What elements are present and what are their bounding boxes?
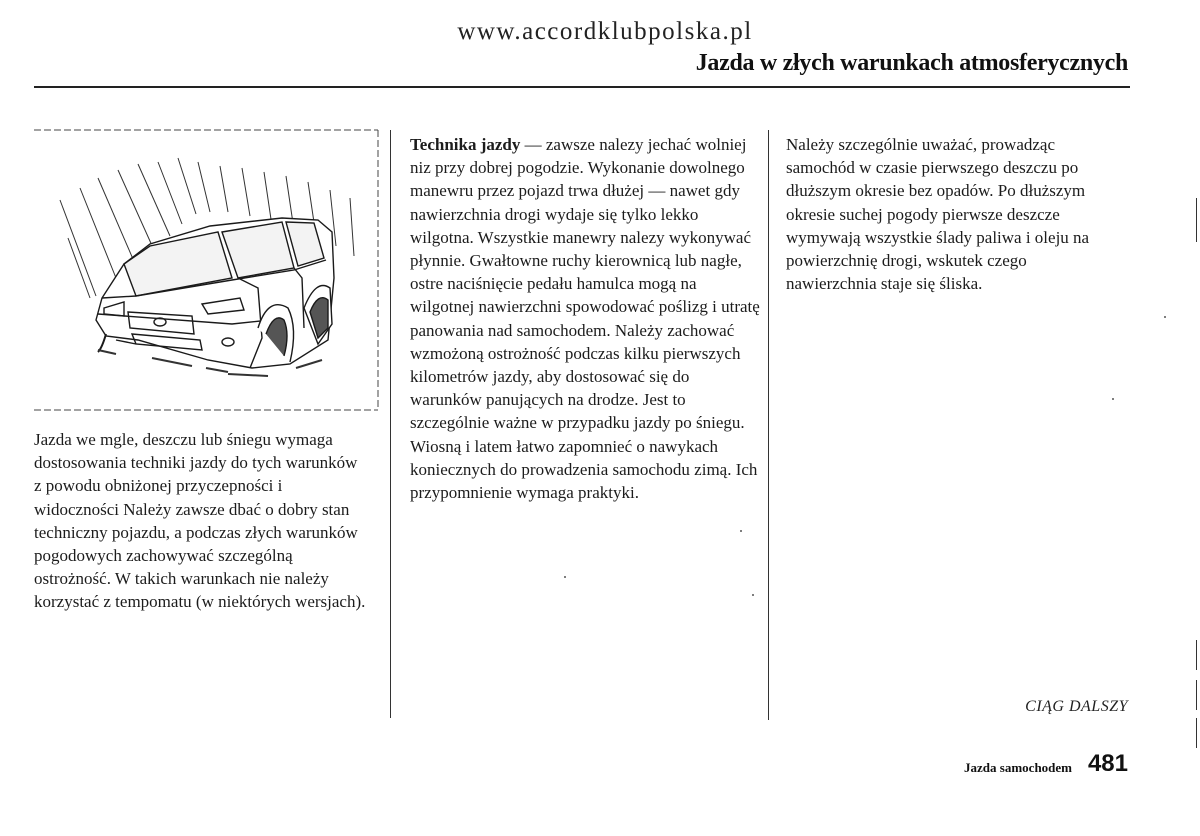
scan-edge-mark [1196, 640, 1197, 670]
driving-technique-paragraph [410, 133, 760, 504]
continued-label: CIĄG DALSZY [1025, 698, 1128, 715]
scan-edge-mark [1196, 680, 1197, 710]
driving-technique-lead: Technika jazdy [410, 135, 521, 154]
driving-technique-body: — zawsze nalezy jechać wolniej niz przy dobrej pogodzie. Wykonanie dowolnego manewru przez pojazd trwa dłużej — nawet gdy nawierzchnia drogi wydaje się tylko lekko wilgotna. Wszystkie manewry nalezy wykonywać płynnie. Gwałtowne ruchy kierownicą lub nagłe, ostre naciśnięcie pedału hamulca mogą na wilgotnej nawierzchni spowodować poślizg i utratę panowania nad samochodem. Należy zachować wzmożoną ostrożność podczas kilku pierwszych kilometrów jazdy, aby dostosować się do warunków panujących na drodze. Jest to szczególnie ważne w przypadku jazdy po śniegu. Wiosną i latem łatwo zapomnieć o nawykach koniecznych do prowadzenia samochodu zimą. Ich przypomnienie wymaga praktyki. [410, 135, 760, 503]
scan-speck [564, 576, 566, 578]
footer-section-label: Jazda samochodem [964, 760, 1072, 775]
column-right-text [786, 133, 1114, 295]
scan-speck [752, 594, 754, 596]
car-in-rain-illustration [32, 128, 380, 414]
scan-edge-mark [1196, 198, 1197, 242]
car-icon [96, 218, 334, 368]
scan-speck [1112, 398, 1114, 400]
scan-edge-mark [1196, 718, 1197, 748]
intro-paragraph: Jazda we mgle, deszczu lub śniegu wymaga dostosowania techniki jazdy do tych warunków z powodu obniżonej przyczepności i widoczności Należy zawsze dbać o dobry stan techniczny pojazdu, a podczas złych warunków pogodowych zachowywać szczególną ostrożność. W takich warunkach nie należy korzystać z tempomatu (w niektórych wersjach). [34, 430, 366, 612]
site-url: www.accordklubpolska.pl [457, 18, 753, 45]
column-middle-text [410, 133, 760, 504]
column-divider-left [390, 130, 391, 718]
column-divider-right [768, 130, 769, 720]
section-title: Jazda w złych warunkach atmosferycznych [695, 50, 1128, 76]
scan-speck [740, 530, 742, 532]
column-left-text [34, 428, 366, 614]
header-rule [34, 86, 1130, 88]
page-number: 481 [1087, 750, 1128, 777]
scan-speck [1164, 316, 1166, 318]
first-rain-paragraph: Należy szczególnie uważać, prowadząc samochód w czasie pierwszego deszczu po dłuższym okresie bez opadów. Po dłuższym okresie suchej pogody pierwsze deszcze wymywają wszystkie ślady paliwa i oleju na powierzchnię drogi, wskutek czego nawierzchnia staje się śliska. [786, 135, 1090, 294]
